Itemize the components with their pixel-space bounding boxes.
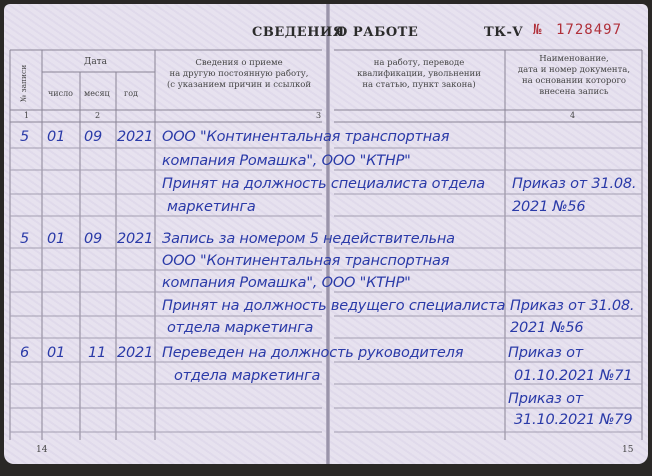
title-left: СВЕДЕНИЯ (252, 25, 345, 40)
col-index-3: 3 (316, 111, 322, 120)
title-right: О РАБОТЕ (336, 25, 419, 40)
doc-line-1: Наименование, (539, 54, 609, 64)
entry-doc: 2021 №56 (510, 320, 584, 336)
col-header-info-left (156, 58, 322, 91)
col-header-date: Дата (84, 57, 108, 67)
info-left-line-1: Сведения о приеме (195, 58, 283, 68)
entry-doc: Приказ от 31.08. (512, 176, 637, 192)
entry-info: Запись за номером 5 недействительна (162, 231, 455, 247)
entry-info: Переведен на должность руководителя (162, 345, 464, 361)
entry-day: 01 (47, 345, 66, 361)
entry-info: компания Ромашка", ООО "КТНР" (162, 275, 411, 291)
entry-month: 11 (88, 345, 107, 361)
info-right-line-1: на работу, переводе (373, 58, 465, 68)
page-number-left: 14 (36, 445, 48, 455)
col-header-num: № записи (19, 64, 28, 102)
serial-number: 1728497 (556, 22, 623, 38)
col-index-2: 2 (95, 111, 101, 120)
doc-line-3: на основании которого (521, 76, 627, 86)
info-right-line-2: квалификации, увольнении (357, 69, 481, 79)
entry-day: 01 (47, 129, 66, 145)
col-header-year: год (124, 89, 138, 98)
col-header-document (506, 54, 642, 98)
entry-info: компания Ромашка", ООО "КТНР" (162, 153, 411, 169)
entry-num: 6 (20, 345, 30, 361)
entry-month: 09 (84, 129, 103, 145)
series: ТК-V (484, 25, 523, 40)
entry-doc: Приказ от (508, 345, 584, 361)
entry-info: маркетинга (167, 199, 256, 215)
info-left-line-2: на другую постоянную работу, (169, 69, 309, 79)
col-index-4: 4 (570, 111, 576, 120)
entry-year: 2021 (117, 231, 154, 247)
doc-line-4: внесена запись (539, 87, 609, 97)
page-number-right: 15 (622, 445, 634, 455)
entry-doc: 01.10.2021 №71 (514, 368, 633, 384)
col-header-day: число (48, 89, 73, 98)
entry-info: отдела маркетинга (174, 368, 321, 384)
entry-doc: 31.10.2021 №79 (514, 412, 633, 428)
entry-doc: 2021 №56 (512, 199, 586, 215)
entry-year: 2021 (117, 129, 154, 145)
entry-info: ООО "Континентальная транспортная (162, 129, 450, 145)
entry-doc: Приказ от 31.08. (510, 298, 635, 314)
entry-info: Принят на должность специалиста отдела (162, 176, 485, 192)
entry-doc: Приказ от (508, 391, 584, 407)
entry-info: Принят на должность ведущего специалиста (162, 298, 506, 314)
doc-line-2: дата и номер документа, (517, 65, 631, 75)
col-index-1: 1 (24, 111, 30, 120)
entry-num: 5 (20, 231, 30, 247)
info-left-line-3: (с указанием причин и ссылкой (166, 80, 312, 90)
entry-year: 2021 (117, 345, 154, 361)
entry-num: 5 (20, 129, 30, 145)
info-right-line-3: на статью, пункт закона) (362, 80, 476, 90)
col-header-info-right (334, 58, 504, 91)
number-sign: № (533, 22, 542, 38)
entry-month: 09 (84, 231, 103, 247)
col-header-month: месяц (84, 89, 110, 98)
entry-day: 01 (47, 231, 66, 247)
entry-info: отдела маркетинга (167, 320, 314, 336)
entry-info: ООО "Континентальная транспортная (162, 253, 450, 269)
